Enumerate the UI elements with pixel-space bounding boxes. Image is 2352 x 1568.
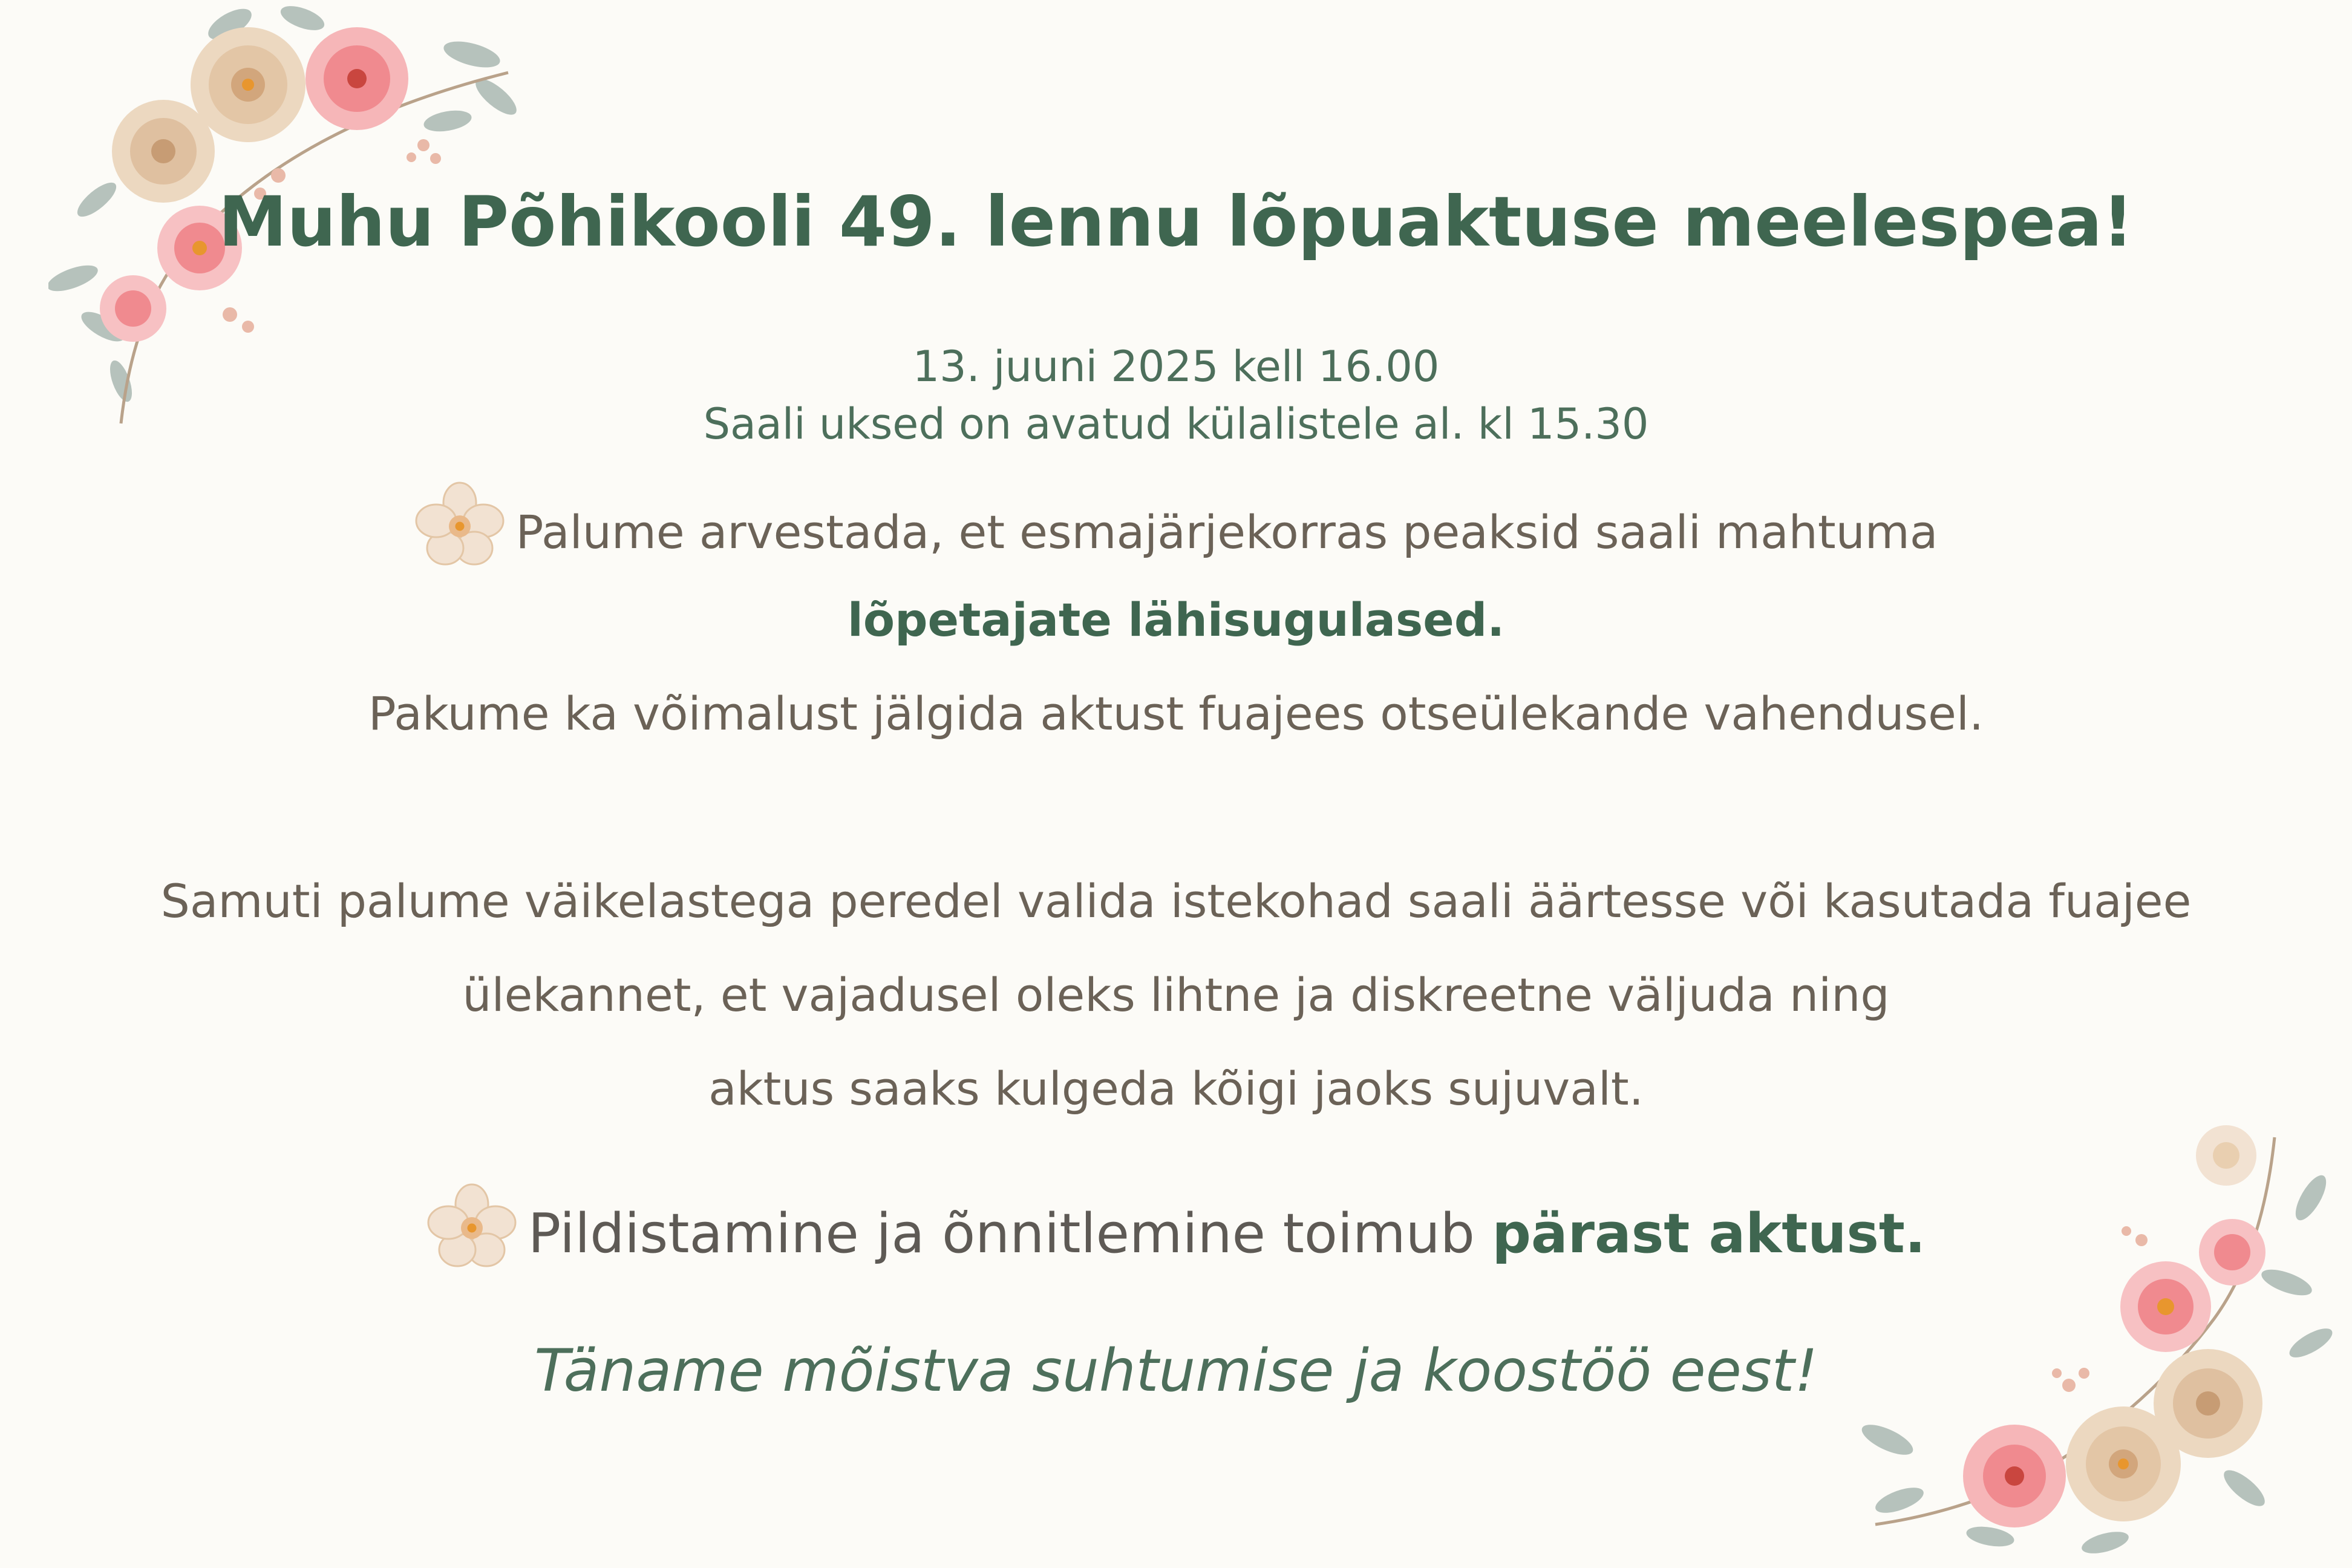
families-note-line-2: ülekannet, et vajadusel oleks lihtne ja diskreetne väljuda ning [462,968,1890,1022]
doors-open-note: Saali uksed on avatud külalistele al. kl 15.30 [703,399,1649,449]
floral-corner-bottom-right-icon [1851,1101,2335,1568]
page-title: Muhu Põhikooli 49. lennu lõpuaktuse meelespea! [218,181,2134,262]
photo-note-bold: pärast aktust. [1492,1201,1926,1266]
thanks-note: Täname mõistva suhtumise ja koostöö eest! [534,1337,1818,1405]
event-date-time: 13. juuni 2025 kell 16.00 [912,342,1440,391]
families-note-line-3: aktus saaks kulgeda kõigi jaoks sujuvalt. [708,1062,1644,1116]
photo-note-text: Pildistamine ja õnnitlemine toimub [528,1201,1475,1266]
seating-note-line-1-text: Palume arvestada, et esmajärjekorras peaksid saali mahtuma [515,505,1938,559]
families-note-line-1: Samuti palume väikelastega peredel valida istekohad saali äärtesse või kasutada fuajee [160,874,2192,928]
seating-note-line-2: lõpetajate lähisugulased. [847,593,1505,647]
seating-note-line-1 [0,499,2352,572]
seating-note-line-3: Pakume ka võimalust jälgida aktust fuajees otseülekande vahendusel. [368,687,1984,740]
flower-icon [426,1183,517,1273]
flower-icon [414,481,505,572]
photo-note [0,1201,2352,1273]
